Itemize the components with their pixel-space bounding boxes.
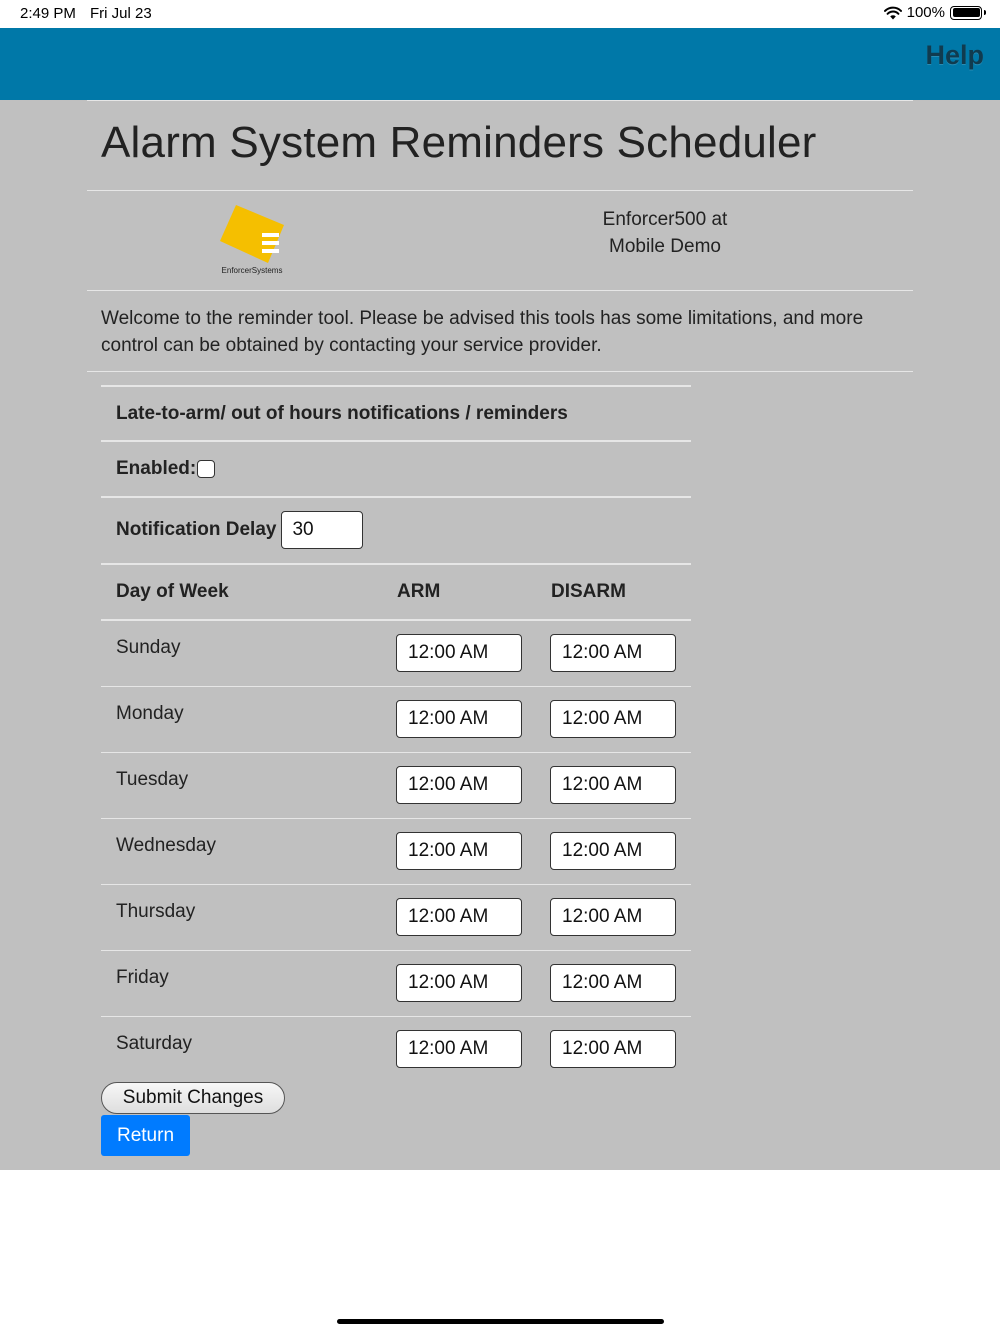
divider [101, 496, 691, 498]
battery-icon [950, 6, 982, 20]
divider [87, 190, 913, 191]
divider [87, 100, 913, 101]
site-name [560, 206, 770, 260]
disarm-time-input[interactable]: 12:00 AM [550, 964, 676, 1002]
welcome-text: Welcome to the reminder tool. Please be advised this tools has some limitations, and more control can be obtained by contacting your service provider. [101, 308, 864, 356]
arm-time-input[interactable]: 12:00 AM [396, 634, 522, 672]
disarm-time-input[interactable]: 12:00 AM [550, 766, 676, 804]
divider [87, 371, 913, 372]
notification-delay-label: Notification Delay [116, 519, 277, 540]
notification-delay-input[interactable]: 30 [281, 511, 363, 549]
notification-delay-row [116, 511, 363, 549]
battery-percent: 100% [906, 4, 945, 21]
help-button[interactable]: Help [925, 40, 984, 70]
divider [101, 884, 691, 885]
top-bar [0, 28, 1000, 100]
divider [101, 818, 691, 819]
divider [101, 385, 691, 387]
divider [101, 440, 691, 442]
disarm-time-input[interactable]: 12:00 AM [550, 1030, 676, 1068]
divider [87, 290, 913, 291]
divider [101, 752, 691, 753]
page-title: Alarm System Reminders Scheduler [101, 118, 817, 167]
main-content [0, 100, 1000, 1170]
disarm-time-input[interactable]: 12:00 AM [550, 634, 676, 672]
day-label: Tuesday [116, 769, 189, 790]
enabled-label: Enabled: [116, 458, 197, 479]
status-right [884, 4, 982, 21]
arm-time-input[interactable]: 12:00 AM [396, 832, 522, 870]
submit-changes-button[interactable]: Submit Changes [101, 1082, 285, 1114]
disarm-time-input[interactable]: 12:00 AM [550, 898, 676, 936]
enforcer-logo-icon [216, 203, 288, 265]
divider [101, 686, 691, 687]
status-date: Fri Jul 23 [90, 5, 152, 22]
header-day-of-week: Day of Week [116, 581, 229, 602]
day-label: Saturday [116, 1033, 193, 1054]
return-button[interactable]: Return [101, 1115, 190, 1156]
disarm-time-input[interactable]: 12:00 AM [550, 700, 676, 738]
day-label: Monday [116, 703, 184, 724]
status-time: 2:49 PM [20, 5, 76, 22]
arm-time-input[interactable]: 12:00 AM [396, 964, 522, 1002]
status-bar [0, 0, 1000, 28]
wifi-icon [884, 6, 902, 20]
divider [101, 950, 691, 951]
arm-time-input[interactable]: 12:00 AM [396, 700, 522, 738]
enforcer-logo [216, 203, 288, 277]
header-arm: ARM [397, 581, 441, 602]
divider [101, 1016, 691, 1017]
header-disarm: DISARM [551, 581, 626, 602]
day-label: Wednesday [116, 835, 216, 856]
enabled-checkbox[interactable] [197, 460, 215, 478]
enabled-row [116, 458, 215, 480]
divider [101, 563, 691, 565]
site-line-2: Mobile Demo [609, 236, 721, 257]
site-line-1: Enforcer500 at [602, 209, 728, 230]
arm-time-input[interactable]: 12:00 AM [396, 898, 522, 936]
divider [101, 619, 691, 621]
section-heading: Late-to-arm/ out of hours notifications / reminders [116, 403, 568, 424]
logo-text: EnforcerSystems [221, 266, 283, 275]
home-indicator [337, 1319, 664, 1324]
day-label: Friday [116, 967, 169, 988]
arm-time-input[interactable]: 12:00 AM [396, 1030, 522, 1068]
disarm-time-input[interactable]: 12:00 AM [550, 832, 676, 870]
day-label: Thursday [116, 901, 196, 922]
day-label: Sunday [116, 637, 181, 658]
arm-time-input[interactable]: 12:00 AM [396, 766, 522, 804]
